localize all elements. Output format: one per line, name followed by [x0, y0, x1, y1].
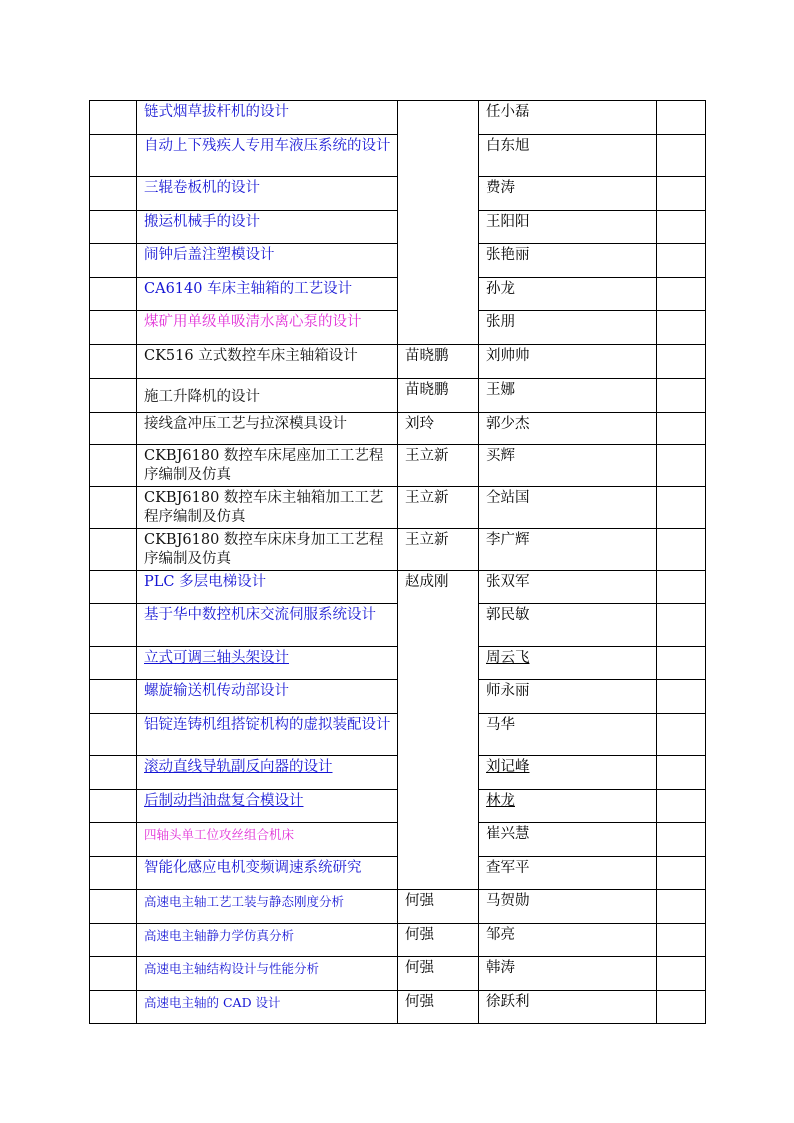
thesis-title: 基于华中数控机床交流伺服系统设计: [144, 607, 376, 623]
supervisor-name: 王立新: [405, 490, 449, 506]
student-name: 孙龙: [486, 281, 515, 297]
student-name: 王娜: [486, 382, 515, 398]
student-name-cell: [479, 823, 657, 857]
supervisor-name: 赵成刚: [405, 574, 449, 590]
student-name-cell: [479, 101, 657, 135]
thesis-title-cell: [137, 957, 398, 991]
thesis-title-cell: [137, 445, 398, 487]
thesis-title: 滚动直线导轨副反向器的设计: [144, 759, 333, 775]
index-cell: [90, 571, 137, 604]
student-name-cell: [479, 311, 657, 345]
index-cell: [90, 311, 137, 345]
index-cell: [90, 278, 137, 311]
thesis-title-cell: [137, 311, 398, 345]
remark-cell: [657, 101, 706, 135]
student-name-cell: [479, 604, 657, 647]
thesis-title-cell: [137, 680, 398, 714]
thesis-title-cell: [137, 991, 398, 1024]
supervisor-cell: [398, 529, 479, 571]
index-cell: [90, 790, 137, 823]
student-name: 师永丽: [486, 683, 530, 699]
thesis-title-cell: [137, 135, 398, 177]
index-cell: [90, 445, 137, 487]
student-name-cell: [479, 177, 657, 211]
remark-cell: [657, 177, 706, 211]
student-name-cell: [479, 857, 657, 890]
thesis-table-page: [89, 100, 705, 1024]
thesis-title: 接线盒冲压工艺与拉深模具设计: [144, 416, 347, 432]
student-name-cell: [479, 445, 657, 487]
student-name-cell: [479, 211, 657, 244]
student-name: 张双军: [486, 574, 530, 590]
thesis-title: 链式烟草拔杆机的设计: [144, 104, 289, 120]
table-row: [90, 445, 706, 487]
thesis-title: CKBJ6180 数控车床床身加工工艺程序编制及仿真: [144, 532, 384, 567]
index-cell: [90, 756, 137, 790]
supervisor-name: 何强: [405, 927, 434, 943]
index-cell: [90, 244, 137, 278]
thesis-title-cell: [137, 890, 398, 924]
student-name-cell: [479, 647, 657, 680]
thesis-title-cell: [137, 571, 398, 604]
remark-cell: [657, 571, 706, 604]
thesis-title-cell: [137, 101, 398, 135]
remark-cell: [657, 345, 706, 379]
student-name: 刘帅帅: [486, 348, 530, 364]
remark-cell: [657, 823, 706, 857]
thesis-title-cell: [137, 756, 398, 790]
supervisor-cell: [398, 413, 479, 445]
index-cell: [90, 211, 137, 244]
student-name: 任小磊: [486, 104, 530, 120]
thesis-title-cell: [137, 211, 398, 244]
index-cell: [90, 957, 137, 991]
table-row: [90, 991, 706, 1024]
index-cell: [90, 604, 137, 647]
thesis-title: 高速电主轴结构设计与性能分析: [144, 961, 320, 976]
thesis-title-cell: [137, 823, 398, 857]
table-row: [90, 957, 706, 991]
supervisor-name: 何强: [405, 893, 434, 909]
table-row: [90, 345, 706, 379]
index-cell: [90, 991, 137, 1024]
remark-cell: [657, 714, 706, 756]
supervisor-cell: [398, 991, 479, 1024]
remark-cell: [657, 211, 706, 244]
student-name: 郭少杰: [486, 416, 530, 432]
index-cell: [90, 101, 137, 135]
remark-cell: [657, 680, 706, 714]
remark-cell: [657, 311, 706, 345]
student-name-cell: [479, 278, 657, 311]
thesis-title-cell: [137, 278, 398, 311]
remark-cell: [657, 135, 706, 177]
index-cell: [90, 529, 137, 571]
remark-cell: [657, 413, 706, 445]
remark-cell: [657, 604, 706, 647]
student-name: 徐跃利: [486, 994, 530, 1010]
table-row: [90, 529, 706, 571]
supervisor-name: 苗晓鹏: [405, 382, 449, 398]
supervisor-cell: [398, 957, 479, 991]
student-name-cell: [479, 756, 657, 790]
supervisor-cell: [398, 445, 479, 487]
thesis-title-cell: [137, 379, 398, 413]
thesis-title: 高速电主轴工艺工装与静态刚度分析: [144, 894, 345, 909]
student-name-cell: [479, 244, 657, 278]
supervisor-cell: [398, 101, 479, 345]
supervisor-cell: [398, 379, 479, 413]
thesis-assignment-table: [89, 100, 706, 1024]
student-name-cell: [479, 991, 657, 1024]
thesis-title: 闹钟后盖注塑模设计: [144, 247, 275, 263]
index-cell: [90, 345, 137, 379]
remark-cell: [657, 379, 706, 413]
student-name: 韩涛: [486, 960, 515, 976]
remark-cell: [657, 790, 706, 823]
student-name: 李广辉: [486, 532, 530, 548]
table-body: [90, 101, 706, 1024]
thesis-title-cell: [137, 857, 398, 890]
supervisor-name: 刘玲: [405, 416, 434, 432]
supervisor-cell: [398, 924, 479, 957]
thesis-title: 三辊卷板机的设计: [144, 180, 260, 196]
remark-cell: [657, 924, 706, 957]
supervisor-name: 何强: [405, 994, 434, 1010]
thesis-title-cell: [137, 604, 398, 647]
student-name-cell: [479, 571, 657, 604]
student-name: 崔兴慧: [486, 826, 530, 842]
index-cell: [90, 135, 137, 177]
supervisor-name: 王立新: [405, 448, 449, 464]
table-row: [90, 101, 706, 135]
supervisor-name: 何强: [405, 960, 434, 976]
thesis-title-cell: [137, 345, 398, 379]
thesis-title-cell: [137, 413, 398, 445]
supervisor-cell: [398, 345, 479, 379]
index-cell: [90, 413, 137, 445]
remark-cell: [657, 957, 706, 991]
supervisor-cell: [398, 890, 479, 924]
thesis-title-cell: [137, 487, 398, 529]
student-name-cell: [479, 413, 657, 445]
student-name: 仝站国: [486, 490, 530, 506]
remark-cell: [657, 890, 706, 924]
thesis-title: 煤矿用单级单吸清水离心泵的设计: [144, 314, 362, 330]
thesis-title: 立式可调三轴头架设计: [144, 650, 289, 666]
thesis-title: 高速电主轴的 CAD 设计: [144, 995, 281, 1010]
table-row: [90, 924, 706, 957]
supervisor-name: 王立新: [405, 532, 449, 548]
remark-cell: [657, 445, 706, 487]
thesis-title: 铝锭连铸机组搭锭机构的虚拟装配设计: [144, 717, 391, 733]
student-name: 王阳阳: [486, 214, 530, 230]
student-name: 费涛: [486, 180, 515, 196]
student-name-cell: [479, 135, 657, 177]
thesis-title: CKBJ6180 数控车床主轴箱加工工艺程序编制及仿真: [144, 490, 384, 525]
thesis-title: CK516 立式数控车床主轴箱设计: [144, 348, 358, 364]
student-name: 林龙: [486, 793, 515, 809]
thesis-title: 四轴头单工位攻丝组合机床: [144, 827, 295, 842]
table-row: [90, 890, 706, 924]
thesis-title-cell: [137, 790, 398, 823]
student-name: 买辉: [486, 448, 515, 464]
remark-cell: [657, 756, 706, 790]
remark-cell: [657, 857, 706, 890]
thesis-title: 自动上下残疾人专用车液压系统的设计: [144, 138, 391, 154]
remark-cell: [657, 487, 706, 529]
thesis-title-cell: [137, 714, 398, 756]
index-cell: [90, 680, 137, 714]
student-name: 马贺勋: [486, 893, 530, 909]
thesis-title: 后制动挡油盘复合模设计: [144, 793, 304, 809]
thesis-title-cell: [137, 529, 398, 571]
thesis-title-cell: [137, 244, 398, 278]
remark-cell: [657, 529, 706, 571]
thesis-title: CKBJ6180 数控车床尾座加工工艺程序编制及仿真: [144, 448, 384, 483]
student-name: 邹亮: [486, 927, 515, 943]
index-cell: [90, 379, 137, 413]
table-row: [90, 379, 706, 413]
student-name: 周云飞: [486, 650, 530, 666]
thesis-title: 施工升降机的设计: [144, 389, 260, 405]
remark-cell: [657, 647, 706, 680]
student-name-cell: [479, 890, 657, 924]
student-name-cell: [479, 680, 657, 714]
thesis-title-cell: [137, 924, 398, 957]
supervisor-cell: [398, 571, 479, 890]
thesis-title: CA6140 车床主轴箱的工艺设计: [144, 281, 353, 297]
index-cell: [90, 857, 137, 890]
index-cell: [90, 890, 137, 924]
student-name-cell: [479, 487, 657, 529]
supervisor-name: 苗晓鹏: [405, 348, 449, 364]
thesis-title: 智能化感应电机变频调速系统研究: [144, 860, 362, 876]
student-name: 张艳丽: [486, 247, 530, 263]
thesis-title: 搬运机械手的设计: [144, 214, 260, 230]
thesis-title: 高速电主轴静力学仿真分析: [144, 928, 295, 943]
student-name-cell: [479, 924, 657, 957]
index-cell: [90, 487, 137, 529]
index-cell: [90, 647, 137, 680]
index-cell: [90, 924, 137, 957]
student-name-cell: [479, 529, 657, 571]
index-cell: [90, 177, 137, 211]
remark-cell: [657, 244, 706, 278]
table-row: [90, 487, 706, 529]
student-name: 白东旭: [486, 138, 530, 154]
thesis-title-cell: [137, 177, 398, 211]
thesis-title-cell: [137, 647, 398, 680]
student-name: 刘记峰: [486, 759, 530, 775]
index-cell: [90, 823, 137, 857]
student-name: 张朋: [486, 314, 515, 330]
student-name-cell: [479, 790, 657, 823]
student-name-cell: [479, 957, 657, 991]
thesis-title: PLC 多层电梯设计: [144, 574, 267, 590]
student-name: 郭民敏: [486, 607, 530, 623]
student-name-cell: [479, 379, 657, 413]
student-name: 查军平: [486, 860, 530, 876]
student-name: 马华: [486, 717, 515, 733]
remark-cell: [657, 278, 706, 311]
student-name-cell: [479, 345, 657, 379]
student-name-cell: [479, 714, 657, 756]
remark-cell: [657, 991, 706, 1024]
thesis-title: 螺旋输送机传动部设计: [144, 683, 289, 699]
supervisor-cell: [398, 487, 479, 529]
table-row: [90, 571, 706, 604]
table-row: [90, 413, 706, 445]
index-cell: [90, 714, 137, 756]
